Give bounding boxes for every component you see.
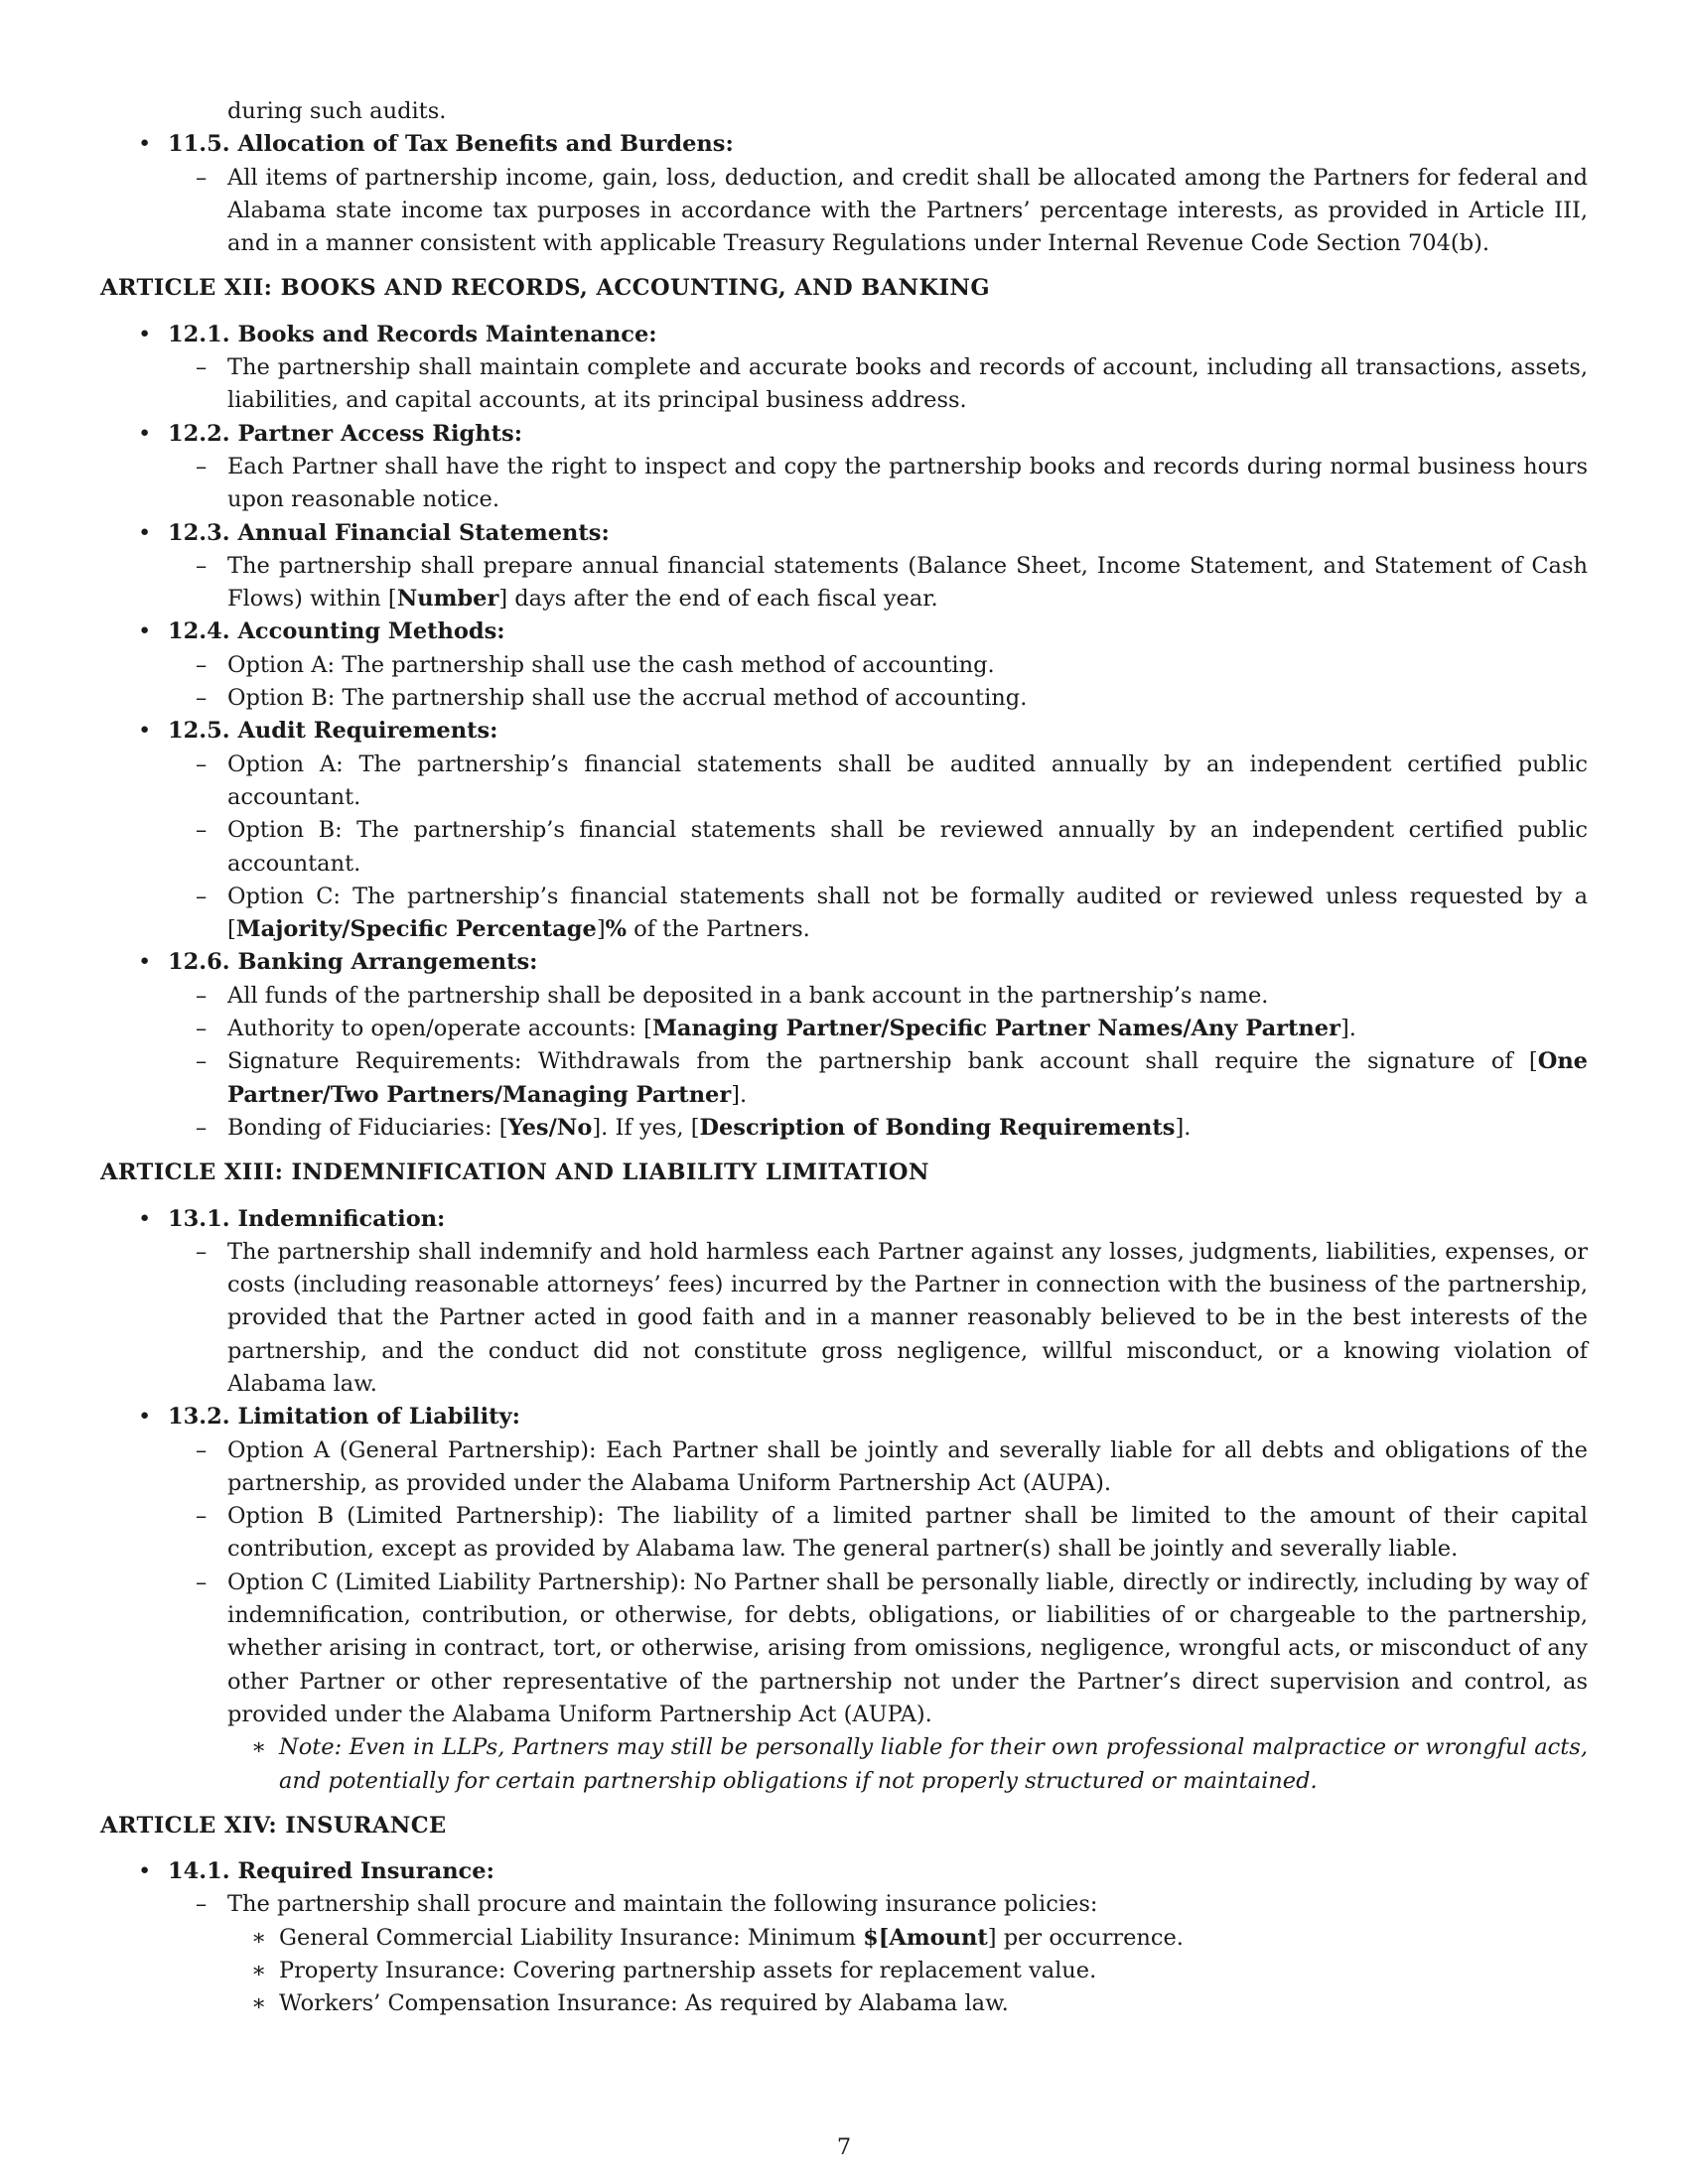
bullet-glyph: •: [138, 321, 152, 347]
dash-glyph: –: [196, 1569, 208, 1595]
percent-sign: %: [605, 916, 627, 943]
article-13-heading: ARTICLE XIII: INDEMNIFICATION AND LIABILITY LIMITATION: [100, 1160, 929, 1186]
dash-glyph: –: [196, 685, 208, 712]
note-item: ∗ Note: Even in LLPs, Partners may still be personally liable for their own professional malpractice or wrongful acts, and potentially for certain partnership obligations if not properly structured or maintained.: [100, 1731, 1588, 1798]
bullet-glyph: •: [138, 1404, 152, 1431]
placeholder-field: Number: [396, 586, 499, 613]
placeholder-field: Majority/Specific Percentage: [235, 916, 597, 943]
bullet-glyph: •: [138, 131, 152, 158]
list-item: – The partnership shall procure and maintain the following insurance policies:: [100, 1888, 1588, 1921]
dash-glyph: –: [196, 552, 208, 579]
dash-glyph: –: [196, 1114, 208, 1141]
asterisk-glyph: ∗: [251, 1924, 267, 1951]
section-title: 13.1. Indemnification:: [168, 1205, 446, 1232]
section-title: 13.2. Limitation of Liability:: [168, 1404, 520, 1431]
list-item: – Option B: The partnership’s financial statements shall be reviewed annually by an independent certified public accountant.: [100, 814, 1588, 881]
dash-glyph: –: [196, 1436, 208, 1463]
dash-glyph: –: [196, 982, 208, 1009]
bullet-glyph: •: [138, 1205, 152, 1232]
section-12-3: [100, 517, 1588, 550]
list-item: – The partnership shall indemnify and hold harmless each Partner against any losses, judgments, liabilities, expenses, or costs (including reasonable attorneys’ fees) incurred by the Partner in connection with the business of the partnership, provided that the Partner acted in good faith and in a manner reasonably believed to be in the best interests of the partnership, and the conduct did not constitute gross negligence, willful misconduct, or a knowing violation of Alabama law.: [100, 1236, 1588, 1401]
bullet-glyph: •: [138, 718, 152, 745]
article-14-heading: ARTICLE XIV: INSURANCE: [100, 1812, 447, 1839]
sub-list-item: ∗ Workers’ Compensation Insurance: As required by Alabama law.: [100, 1987, 1588, 2020]
section-11-5: [100, 128, 1588, 161]
dash-glyph: –: [196, 1891, 208, 1918]
sub-list-item: ∗ Property Insurance: Covering partnership assets for replacement value.: [100, 1955, 1588, 1987]
bullet-glyph: •: [138, 519, 152, 546]
list-item: – Authority to open/operate accounts: [Managing Partner/Specific Partner Names/Any Partner].: [100, 1013, 1588, 1045]
section-12-6: [100, 946, 1588, 979]
dash-glyph: –: [196, 1016, 208, 1042]
section-12-1: [100, 319, 1588, 351]
section-13-2: [100, 1401, 1588, 1433]
section-title: 12.1. Books and Records Maintenance:: [168, 321, 657, 347]
bullet-glyph: •: [138, 949, 152, 976]
section-13-1: [100, 1203, 1588, 1236]
page-number: 7: [836, 2134, 852, 2160]
section-12-4: [100, 615, 1588, 648]
dash-glyph: –: [196, 1048, 208, 1075]
list-item: – Bonding of Fiduciaries: [Yes/No]. If yes, [Description of Bonding Requirements].: [100, 1112, 1588, 1145]
section-title: 14.1. Required Insurance:: [168, 1858, 494, 1885]
asterisk-glyph: ∗: [251, 1990, 267, 2017]
section-title: 12.2. Partner Access Rights:: [168, 420, 523, 447]
list-item: – The partnership shall maintain complete and accurate books and records of account, including all transactions, assets, liabilities, and capital accounts, at its principal business address.: [100, 351, 1588, 418]
dash-glyph: –: [196, 883, 208, 909]
section-title: 12.6. Banking Arrangements:: [168, 949, 538, 976]
bullet-glyph: •: [138, 1858, 152, 1885]
list-item: – Option B (Limited Partnership): The liability of a limited partner shall be limited to the amount of their capital contribution, except as provided by Alabama law. The general partner(s) shall be jointly and severally liable.: [100, 1500, 1588, 1567]
section-12-5: [100, 715, 1588, 748]
section-title: 12.4. Accounting Methods:: [168, 618, 505, 645]
dash-glyph: –: [196, 1503, 208, 1530]
section-title: 11.5. Allocation of Tax Benefits and Burdens:: [168, 131, 734, 158]
dash-glyph: –: [196, 1238, 208, 1265]
list-item: – Option A (General Partnership): Each Partner shall be jointly and severally liable for all debts and obligations of the partnership, as provided under the Alabama Uniform Partnership Act (AUPA).: [100, 1434, 1588, 1501]
article-12-heading: ARTICLE XII: BOOKS AND RECORDS, ACCOUNTING, AND BANKING: [100, 275, 990, 302]
list-item: – Signature Requirements: Withdrawals from the partnership bank account shall require the signature of [One Partner/Two Partners/Managing Partner].: [100, 1045, 1588, 1112]
dash-glyph: –: [196, 453, 208, 479]
asterisk-glyph: ∗: [251, 1734, 267, 1761]
placeholder-field: Managing Partner/Specific Partner Names/Any Partner: [651, 1016, 1340, 1042]
section-12-2: [100, 418, 1588, 451]
placeholder-field: Description of Bonding Requirements: [699, 1114, 1176, 1141]
placeholder-field: One Partner/Two Partners/Managing Partner: [227, 1048, 1588, 1108]
dash-glyph: –: [196, 751, 208, 777]
dash-glyph: –: [196, 651, 208, 678]
bullet-glyph: •: [138, 420, 152, 447]
dash-glyph: –: [196, 164, 208, 191]
placeholder-field: Yes/No: [507, 1114, 593, 1141]
list-item: – Each Partner shall have the right to inspect and copy the partnership books and records during normal business hours upon reasonable notice.: [100, 451, 1588, 517]
section-title: 12.3. Annual Financial Statements:: [168, 519, 610, 546]
document-page: [100, 95, 1588, 2021]
list-item: – All funds of the partnership shall be deposited in a bank account in the partnership’s name.: [100, 980, 1588, 1013]
sub-list-item: ∗ General Commercial Liability Insurance: Minimum $[Amount] per occurrence.: [100, 1922, 1588, 1955]
section-title: 12.5. Audit Requirements:: [168, 718, 498, 745]
asterisk-glyph: ∗: [251, 1958, 267, 1984]
list-item: – Option C: The partnership’s financial statements shall not be formally audited or reviewed unless requested by a [Majority/Specific Percentage]% of the Partners.: [100, 881, 1588, 947]
section-14-1: [100, 1855, 1588, 1888]
list-item: – Option A: The partnership’s financial statements shall be audited annually by an independent certified public accountant.: [100, 749, 1588, 815]
placeholder-field: $[Amount: [863, 1924, 988, 1951]
list-item: – Option B: The partnership shall use the accrual method of accounting.: [100, 682, 1588, 715]
bullet-glyph: •: [138, 618, 152, 645]
list-item: – Option A: The partnership shall use the cash method of accounting.: [100, 649, 1588, 682]
dash-glyph: –: [196, 817, 208, 844]
list-item: – Option C (Limited Liability Partnership): No Partner shall be personally liable, directly or indirectly, including by way of indemnification, contribution, or otherwise, for debts, obligations, or liabilities of or chargeable to the partnership, whether arising in contract, tort, or otherwise, arising from omissions, negligence, wrongful acts, or misconduct of any other Partner or other representative of the partnership not under the Partner’s direct supervision and control, as provided under the Alabama Uniform Partnership Act (AUPA).: [100, 1567, 1588, 1731]
list-item: – All items of partnership income, gain, loss, deduction, and credit shall be allocated among the Partners for federal and Alabama state income tax purposes in accordance with the Partners’ percentage interests, as provided in Article III, and in a manner consistent with applicable Treasury Regulations under Internal Revenue Code Section 704(b).: [100, 162, 1588, 261]
continuation-text: during such audits.: [227, 98, 447, 124]
list-item: – The partnership shall prepare annual financial statements (Balance Sheet, Income Statement, and Statement of Cash Flows) within [Number] days after the end of each fiscal year.: [100, 550, 1588, 616]
dash-glyph: –: [196, 354, 208, 381]
